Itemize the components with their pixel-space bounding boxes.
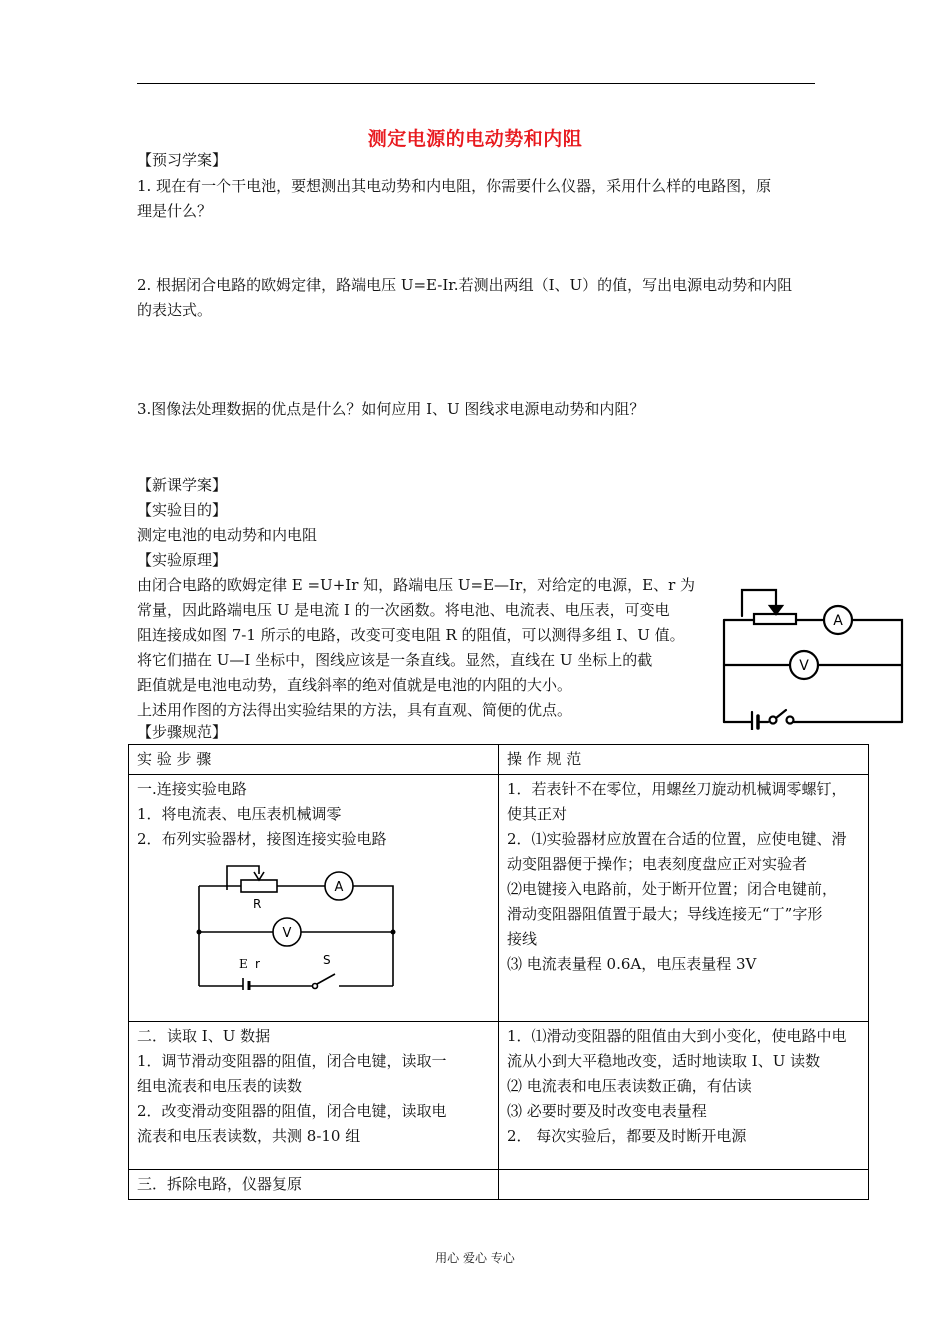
rheostat-slider-wire <box>742 590 776 616</box>
table-cell: 三．拆除电路，仪器复原 <box>129 1170 499 1200</box>
principle-heading: 【实验原理】 <box>137 551 228 569</box>
cell-line: 一.连接实验电路 <box>137 780 247 798</box>
table-cell <box>499 1022 869 1170</box>
cell-line: 动变阻器便于操作；电表刻度盘应正对实验者 <box>507 855 808 873</box>
cell-line: ⑶ 必要时要及时改变电表量程 <box>507 1102 707 1120</box>
table-cell <box>499 1170 869 1200</box>
cell-line: 1．将电流表、电压表机械调零 <box>137 805 342 823</box>
cell-line: 流表和电压表读数，共测 8-10 组 <box>137 1127 361 1145</box>
switch-contact <box>313 984 318 989</box>
cell-line: ⑵电键接入电路前，处于断开位置；闭合电键前， <box>507 880 838 898</box>
rheostat-label: R <box>253 897 262 911</box>
circuit-figure-7-1 <box>718 584 918 730</box>
principle-line: 由闭合电路的欧姆定律 E =U+Ir 知，路端电压 U=E—Ir，对给定的电源，E、r 为 <box>137 576 696 594</box>
cell-line: 2．布列实验器材，接图连接实验电路 <box>137 830 387 848</box>
page-title: 测定电源的电动势和内阻 <box>367 128 583 150</box>
lesson-heading: 【新课学案】 <box>137 476 228 494</box>
circuit-figure-table <box>187 860 397 990</box>
cell-line: 1．⑴滑动变阻器的阻值由大到小变化，使电路中电 <box>507 1027 847 1045</box>
principle-line: 阻连接成如图 7-1 所示的电路，改变可变电阻 R 的阻值，可以测得多组 I、U 值。 <box>137 626 685 644</box>
cell-line: ⑶ 电流表量程 0.6A，电压表量程 3V <box>507 955 757 973</box>
question-3: 3.图像法处理数据的优点是什么？如何应用 I、U 图线求电源电动势和内阻？ <box>137 400 645 418</box>
cell-line: 二．读取 I、U 数据 <box>137 1027 271 1045</box>
question-2-line-2: 的表达式。 <box>137 301 213 319</box>
table-cell <box>499 775 869 1022</box>
question-1-line-2: 理是什么？ <box>137 202 213 220</box>
cell-line: ⑵ 电流表和电压表读数正确，有估读 <box>507 1077 752 1095</box>
voltmeter-label: V <box>282 926 292 941</box>
principle-line: 上述用作图的方法得出实验结果的方法，具有直观、简便的优点。 <box>137 701 573 719</box>
emf-label: E <box>239 957 248 971</box>
purpose-text: 测定电池的电动势和内电阻 <box>137 526 318 544</box>
purpose-heading: 【实验目的】 <box>137 501 228 519</box>
table-cell <box>129 1022 499 1170</box>
rheostat-arrow <box>770 606 782 614</box>
preview-heading: 【预习学案】 <box>137 151 228 169</box>
principle-line: 距值就是电池电动势，直线斜率的绝对值就是电池的内阻的大小。 <box>137 676 573 694</box>
cell-line: 使其正对 <box>507 805 568 823</box>
cell-line: 流从小到大平稳地改变，适时地读取 I、U 读数 <box>507 1052 821 1070</box>
page-footer: 用心 爱心 专心 <box>435 1251 515 1265</box>
question-2-line-1: 2. 根据闭合电路的欧姆定律，路端电压 U=E-Ir.若测出两组（I、U）的值，写出电源电动势和内阻 <box>137 276 793 294</box>
cell-line: 2．改变滑动变阻器的阻值，闭合电键，读取电 <box>137 1102 447 1120</box>
table-header-steps: 实 验 步 骤 <box>129 745 499 775</box>
steps-heading: 【步骤规范】 <box>137 723 228 741</box>
rheostat-body <box>241 880 277 892</box>
cell-line: 2．⑴实验器材应放置在合适的位置，应使电键、滑 <box>507 830 847 848</box>
principle-line: 将它们描在 U—I 坐标中，图线应该是一条直线。显然，直线在 U 坐标上的截 <box>137 651 653 669</box>
table-header-norms: 操 作 规 范 <box>499 745 869 775</box>
cell-line: 接线 <box>507 930 538 948</box>
question-1-line-1: 1. 现在有一个干电池，要想测出其电动势和内电阻，你需要什么仪器，采用什么样的电路图，原 <box>137 177 772 195</box>
ammeter-label: A <box>334 880 344 895</box>
header-rule <box>137 83 815 84</box>
internal-resistance-label: r <box>255 957 260 971</box>
voltmeter-label: V <box>799 658 809 674</box>
cell-line: 组电流表和电压表的读数 <box>137 1077 303 1095</box>
switch-contact <box>787 717 794 724</box>
rheostat-body <box>754 614 796 624</box>
junction-dot <box>197 930 202 935</box>
switch-label: S <box>323 953 331 967</box>
junction-dot <box>391 930 396 935</box>
cell-line: 1．若表针不在零位，用螺丝刀旋动机械调零螺钉， <box>507 780 847 798</box>
ammeter-label: A <box>833 613 843 629</box>
cell-line: 滑动变阻器阻值置于最大；导线连接无“丁”字形 <box>507 905 823 923</box>
steps-table <box>128 744 869 1200</box>
cell-line: 1．调节滑动变阻器的阻值，闭合电键，读取一 <box>137 1052 447 1070</box>
cell-line: 2． 每次实验后，都要及时断开电源 <box>507 1127 747 1145</box>
principle-line: 常量，因此路端电压 U 是电流 I 的一次函数。将电池、电流表、电压表，可变电 <box>137 601 670 619</box>
table-cell <box>129 775 499 1022</box>
